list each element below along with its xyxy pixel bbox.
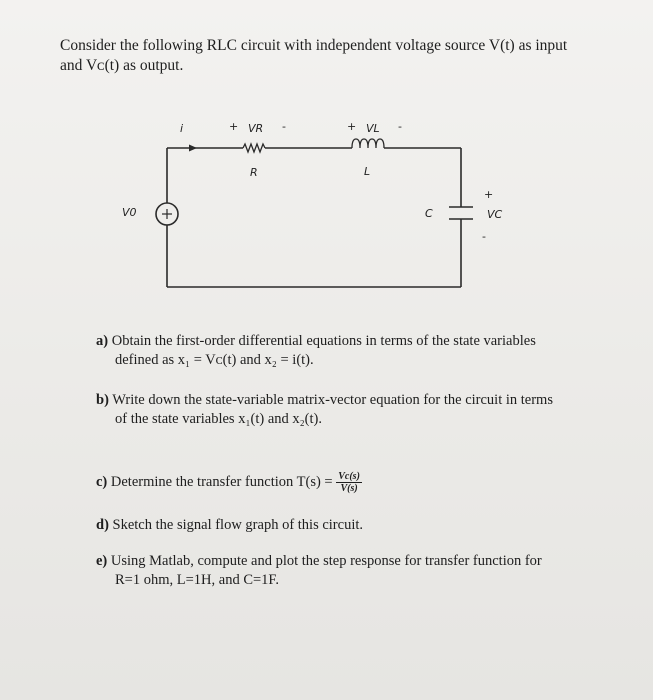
inductor-symbol <box>352 139 384 148</box>
question-a <box>96 332 596 370</box>
transfer-function-numerator: Vc(s) <box>338 471 360 482</box>
vr-label: VR <box>248 122 264 135</box>
current-arrow-icon <box>189 145 197 152</box>
resistor-label: R <box>250 166 258 179</box>
vl-plus-sign: + <box>347 120 357 133</box>
question-d <box>96 516 596 535</box>
question-e-line-2: R=1 ohm, L=1H, and C=1F. <box>115 572 279 588</box>
transfer-function-fraction <box>336 471 362 494</box>
resistor-symbol <box>243 144 265 152</box>
vr-plus-sign: + <box>229 120 239 133</box>
question-c-label: c) <box>96 473 108 490</box>
question-c <box>96 471 596 494</box>
intro-line-1: Consider the following RLC circuit with independent voltage source V(t) as input <box>60 37 568 54</box>
question-a-line-1: Obtain the first-order differential equations in terms of the state variables <box>111 333 536 349</box>
question-c-text: Determine the transfer function T(s) = <box>110 473 333 490</box>
source-label: V0 <box>122 206 137 219</box>
vr-minus-sign: - <box>282 120 286 133</box>
question-e-label: e) <box>96 553 108 569</box>
question-b-line-1: Write down the state-variable matrix-vector equation for the circuit in terms <box>112 392 553 408</box>
vc-minus-sign: - <box>482 230 486 243</box>
transfer-function-denominator: V(s) <box>340 483 358 494</box>
inductor-label: L <box>364 165 371 178</box>
question-b-label: b) <box>96 392 109 408</box>
question-a-line-2: defined as x₁ = Vᴄ(t) and x₂ = i(t). <box>115 352 314 368</box>
question-a-label: a) <box>96 333 109 349</box>
question-d-text: Sketch the signal flow graph of this circuit. <box>112 517 364 533</box>
question-d-label: d) <box>96 517 109 533</box>
capacitor-label: C <box>425 207 433 220</box>
vc-plus-sign: + <box>484 188 494 201</box>
question-b-line-2: of the state variables x₁(t) and x₂(t). <box>115 411 322 427</box>
vc-label: VC <box>487 208 503 221</box>
current-label: i <box>180 122 184 135</box>
vl-label: VL <box>366 122 380 135</box>
vl-minus-sign: - <box>398 120 402 133</box>
question-e <box>96 552 596 590</box>
question-b <box>96 391 606 429</box>
intro-line-2: and Vᴄ(t) as output. <box>60 57 184 74</box>
question-e-line-1: Using Matlab, compute and plot the step response for transfer function for <box>110 553 542 569</box>
